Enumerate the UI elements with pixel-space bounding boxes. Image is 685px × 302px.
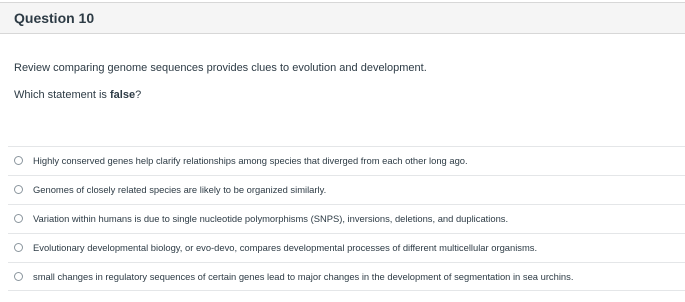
radio-button-icon[interactable] bbox=[14, 272, 23, 281]
answer-option-5[interactable] bbox=[8, 262, 685, 291]
answer-option-4[interactable] bbox=[8, 233, 685, 262]
answer-option-2[interactable] bbox=[8, 175, 685, 204]
answer-label: Variation within humans is due to single nucleotide polymorphisms (SNPS), inversions, deletions, and duplications. bbox=[33, 213, 509, 224]
radio-button-icon[interactable] bbox=[14, 185, 23, 194]
answer-option-1[interactable] bbox=[8, 146, 685, 175]
radio-button-icon[interactable] bbox=[14, 214, 23, 223]
answer-label: small changes in regulatory sequences of certain genes lead to major changes in the development of segmentation in sea urchins. bbox=[33, 271, 574, 282]
answer-label: Highly conserved genes help clarify relationships among species that diverged from each other long ago. bbox=[33, 155, 468, 166]
question-intro: Review comparing genome sequences provides clues to evolution and development. bbox=[14, 62, 427, 74]
answer-list bbox=[8, 146, 685, 291]
answer-label: Genomes of closely related species are likely to be organized similarly. bbox=[33, 184, 327, 195]
question-prompt-emphasis: false bbox=[109, 89, 136, 101]
question-prompt-prefix: Which statement is bbox=[14, 89, 110, 101]
radio-button-icon[interactable] bbox=[14, 243, 23, 252]
answer-label: Evolutionary developmental biology, or evo-devo, compares developmental processes of different multicellular organisms. bbox=[33, 242, 538, 253]
question-prompt-suffix: ? bbox=[135, 89, 142, 101]
radio-button-icon[interactable] bbox=[14, 156, 23, 165]
question-prompt bbox=[14, 89, 141, 101]
answer-option-3[interactable] bbox=[8, 204, 685, 233]
question-title: Question 10 bbox=[14, 10, 95, 26]
question-header bbox=[0, 2, 685, 34]
